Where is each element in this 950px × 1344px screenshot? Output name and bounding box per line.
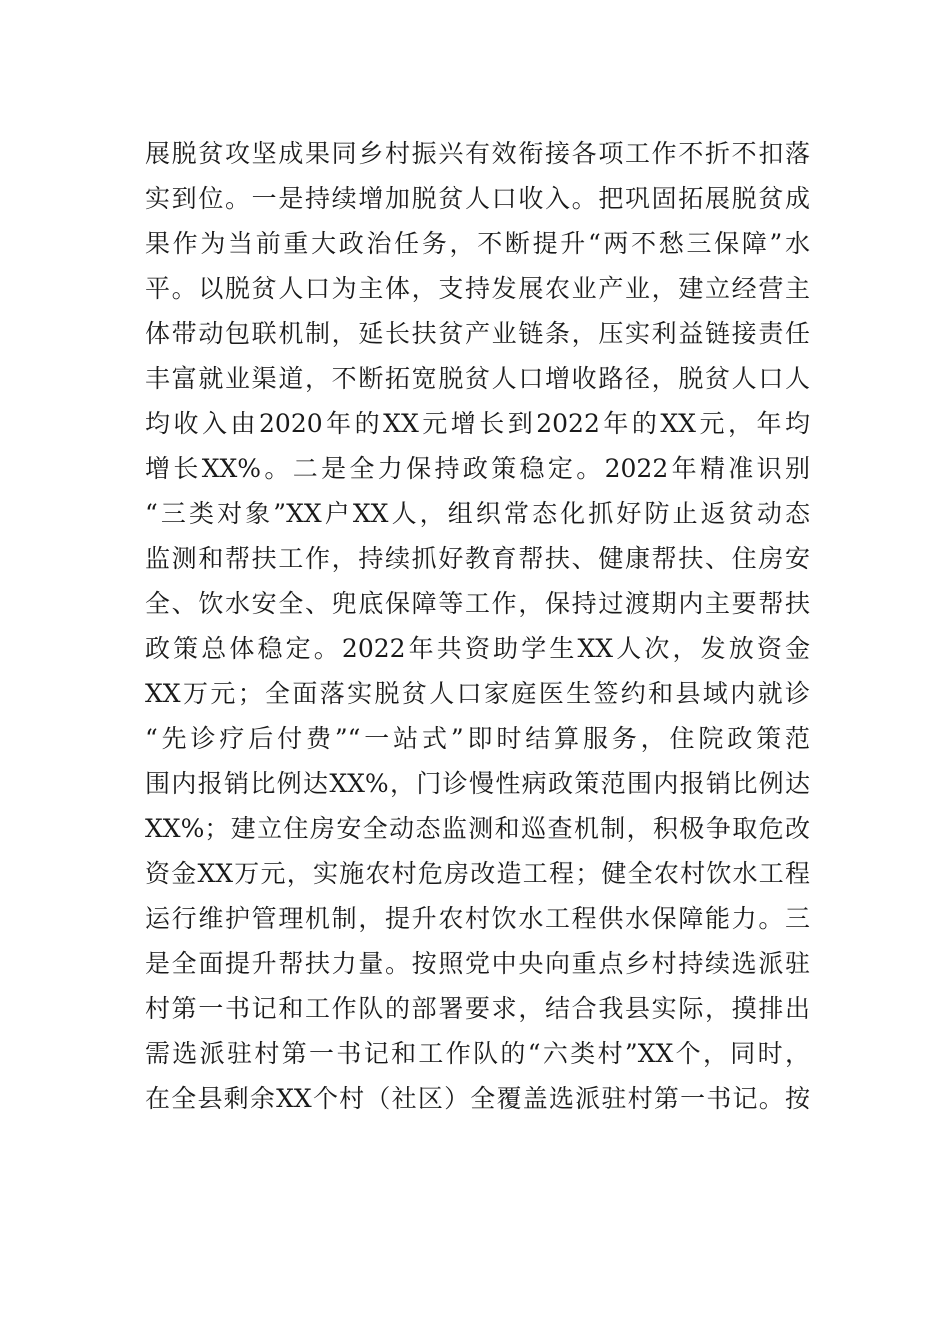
text-line: 是全面提升帮扶力量。按照党中央向重点乡村持续选派驻 <box>145 949 810 978</box>
text-line: 围内报销比例达XX%，门诊慢性病政策范围内报销比例达 <box>145 769 810 798</box>
text-line: XX万元；全面落实脱贫人口家庭医生签约和县域内就诊 <box>145 679 810 708</box>
text-line: 村第一书记和工作队的部署要求，结合我县实际，摸排出 <box>145 994 810 1023</box>
text-line: “先诊疗后付费”“一站式”即时结算服务，住院政策范 <box>145 724 810 753</box>
text-line: 体带动包联机制，延长扶贫产业链条，压实利益链接责任 <box>145 319 810 348</box>
text-line: 实到位。一是持续增加脱贫人口收入。把巩固拓展脱贫成 <box>145 184 810 213</box>
text-line: XX%；建立住房安全动态监测和巡查机制，积极争取危改 <box>145 814 810 843</box>
text-line: 平。以脱贫人口为主体，支持发展农业产业，建立经营主 <box>145 274 810 303</box>
text-line: 资金XX万元，实施农村危房改造工程；健全农村饮水工程 <box>145 859 810 888</box>
text-line: 在全县剩余XX个村（社区）全覆盖选派驻村第一书记。按 <box>145 1084 810 1113</box>
text-line: 全、饮水安全、兜底保障等工作，保持过渡期内主要帮扶 <box>145 589 810 618</box>
text-line: 监测和帮扶工作，持续抓好教育帮扶、健康帮扶、住房安 <box>145 544 810 573</box>
text-line: 政策总体稳定。2022年共资助学生XX人次，发放资金 <box>145 634 810 663</box>
body-paragraph <box>145 131 810 1121</box>
text-line: 丰富就业渠道，不断拓宽脱贫人口增收路径，脱贫人口人 <box>145 364 810 393</box>
text-line: 需选派驻村第一书记和工作队的“六类村”XX个，同时， <box>145 1039 810 1068</box>
text-line: 增长XX%。二是全力保持政策稳定。2022年精准识别 <box>145 454 810 483</box>
text-line: 运行维护管理机制，提升农村饮水工程供水保障能力。三 <box>145 904 810 933</box>
text-line: 果作为当前重大政治任务，不断提升“两不愁三保障”水 <box>145 229 810 258</box>
text-line: 展脱贫攻坚成果同乡村振兴有效衔接各项工作不折不扣落 <box>145 139 810 168</box>
text-line: “三类对象”XX户XX人，组织常态化抓好防止返贫动态 <box>145 499 810 528</box>
text-line: 均收入由2020年的XX元增长到2022年的XX元，年均 <box>145 409 810 438</box>
